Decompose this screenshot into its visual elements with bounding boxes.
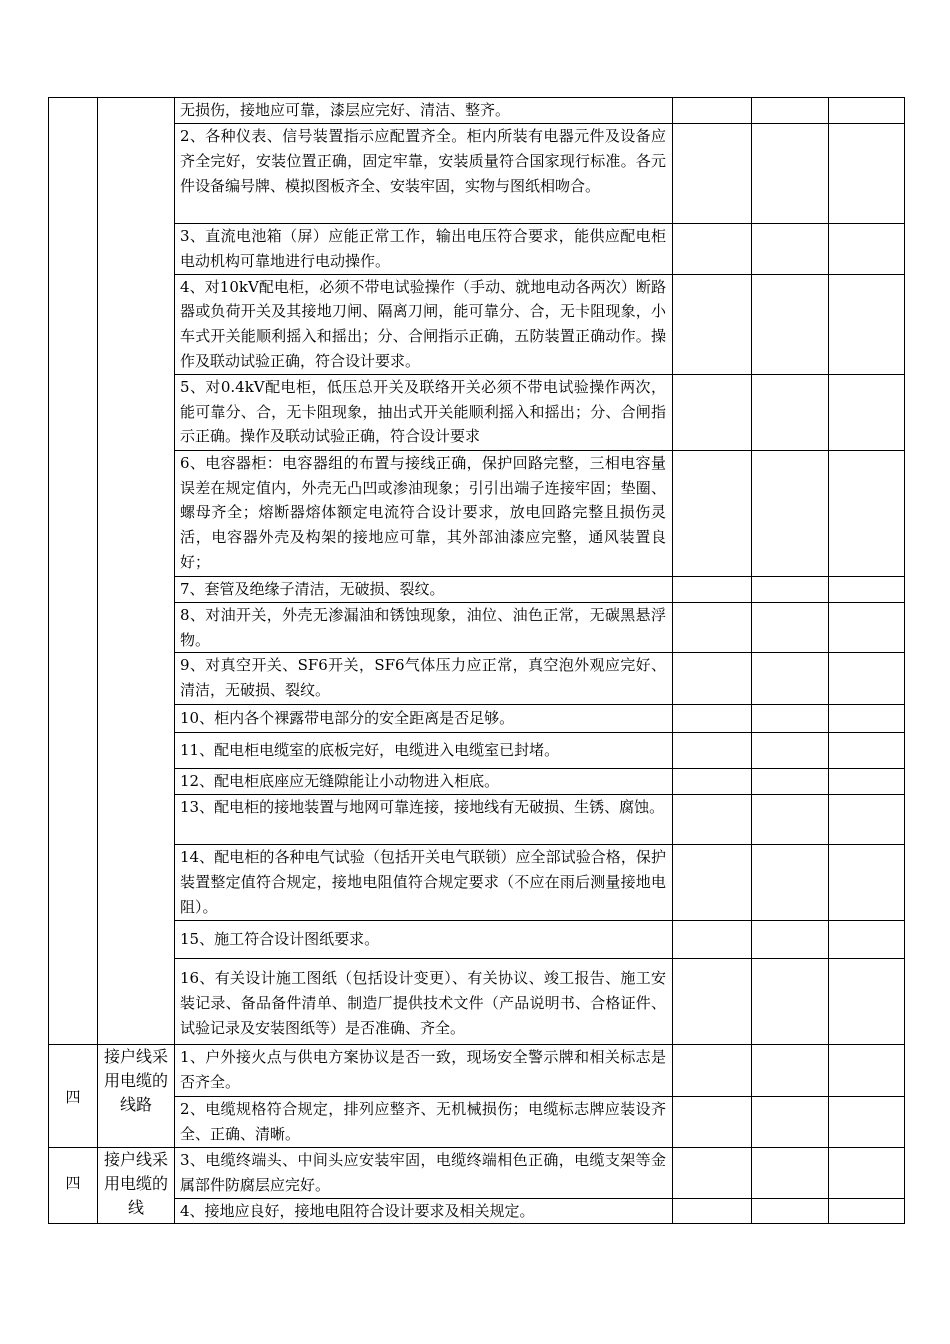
result-cell: [752, 959, 829, 1045]
result-cell: [673, 274, 752, 374]
result-cell: [752, 576, 829, 602]
check-item: 3、直流电池箱（屏）应能正常工作，输出电压符合要求，能供应配电柜电动机构可靠地进行电动操作。: [175, 224, 673, 275]
check-item: 6、电容器柜：电容器组的布置与接线正确，保护回路完整，三相电容量误差在规定值内，外壳无凸凹或渗油现象；引引出端子连接牢固；垫圈、螺母齐全；熔断器熔体额定电流符合设计要求，放电回路完整且损伤灵活，电容器外壳及构架的接地应可靠，其外部油漆应完整，通风装置良好；: [175, 450, 673, 576]
check-item: 10、柜内各个裸露带电部分的安全距离是否足够。: [175, 705, 673, 733]
result-cell: [673, 1198, 752, 1224]
result-cell: [829, 224, 905, 275]
result-cell: [829, 1147, 905, 1198]
result-cell: [752, 450, 829, 576]
result-cell: [829, 959, 905, 1045]
result-cell: [673, 602, 752, 653]
check-item: 2、电缆规格符合规定，排列应整齐、无机械损伤；电缆标志牌应装设齐全、正确、清晰。: [175, 1097, 673, 1148]
check-item: 13、配电柜的接地装置与地网可靠连接，接地线有无破损、生锈、腐蚀。: [175, 795, 673, 845]
item-category: 接户线采用电缆的线路: [98, 1045, 175, 1148]
item-category: [98, 98, 175, 1045]
result-cell: [673, 795, 752, 845]
result-cell: [829, 450, 905, 576]
result-cell: [752, 1045, 829, 1097]
result-cell: [829, 769, 905, 795]
result-cell: [752, 1147, 829, 1198]
result-cell: [752, 1198, 829, 1224]
result-cell: [752, 602, 829, 653]
check-item: 5、对0.4kV配电柜，低压总开关及联络开关必须不带电试验操作两次，能可靠分、合，无卡阻现象，抽出式开关能顺利摇入和摇出；分、合闸指示正确。操作及联动试验正确，符合设计要求: [175, 374, 673, 450]
result-cell: [752, 224, 829, 275]
check-item: 7、套管及绝缘子清洁，无破损、裂纹。: [175, 576, 673, 602]
result-cell: [673, 124, 752, 224]
check-item: 8、对油开关，外壳无渗漏油和锈蚀现象，油位、油色正常，无碳黑悬浮物。: [175, 602, 673, 653]
result-cell: [829, 921, 905, 959]
result-cell: [752, 733, 829, 769]
check-item: 3、电缆终端头、中间头应安装牢固，电缆终端相色正确，电缆支架等金属部件防腐层应完好。: [175, 1147, 673, 1198]
result-cell: [829, 374, 905, 450]
result-cell: [673, 733, 752, 769]
result-cell: [829, 795, 905, 845]
check-item: 4、接地应良好，接地电阻符合设计要求及相关规定。: [175, 1198, 673, 1224]
check-item: 9、对真空开关、SF6开关，SF6气体压力应正常，真空泡外观应完好、清洁，无破损、裂纹。: [175, 653, 673, 705]
check-item: 2、各种仪表、信号装置指示应配置齐全。柜内所装有电器元件及设备应齐全完好，安装位置正确，固定牢靠，安装质量符合国家现行标准。各元件设备编号牌、模拟图板齐全、安装牢固，实物与图纸相吻合。: [175, 124, 673, 224]
result-cell: [673, 1045, 752, 1097]
result-cell: [752, 1097, 829, 1148]
result-cell: [829, 1045, 905, 1097]
result-cell: [752, 769, 829, 795]
result-cell: [752, 795, 829, 845]
result-cell: [673, 705, 752, 733]
inspection-table: [48, 97, 905, 1224]
check-item: 1、户外接火点与供电方案协议是否一致，现场安全警示牌和相关标志是否齐全。: [175, 1045, 673, 1097]
result-cell: [829, 274, 905, 374]
result-cell: [752, 845, 829, 921]
result-cell: [752, 274, 829, 374]
check-item: 无损伤，接地应可靠，漆层应完好、清洁、整齐。: [175, 98, 673, 124]
result-cell: [752, 921, 829, 959]
result-cell: [752, 705, 829, 733]
result-cell: [673, 845, 752, 921]
check-item: 11、配电柜电缆室的底板完好，电缆进入电缆室已封堵。: [175, 733, 673, 769]
result-cell: [829, 733, 905, 769]
result-cell: [829, 1097, 905, 1148]
result-cell: [752, 374, 829, 450]
result-cell: [673, 576, 752, 602]
result-cell: [829, 705, 905, 733]
result-cell: [829, 845, 905, 921]
result-cell: [829, 653, 905, 705]
result-cell: [673, 959, 752, 1045]
result-cell: [673, 224, 752, 275]
result-cell: [673, 1097, 752, 1148]
check-item: 15、施工符合设计图纸要求。: [175, 921, 673, 959]
result-cell: [673, 921, 752, 959]
result-cell: [829, 124, 905, 224]
check-item: 4、对10kV配电柜，必须不带电试验操作（手动、就地电动各两次）断路器或负荷开关及其接地刀闸、隔离刀闸，能可靠分、合，无卡阻现象，小车式开关能顺利摇入和摇出；分、合闸指示正确，五防装置正确动作。操作及联动试验正确，符合设计要求。: [175, 274, 673, 374]
result-cell: [673, 1147, 752, 1198]
result-cell: [752, 98, 829, 124]
item-category: 接户线采用电缆的线: [98, 1147, 175, 1223]
result-cell: [829, 98, 905, 124]
result-cell: [829, 576, 905, 602]
check-item: 12、配电柜底座应无缝隙能让小动物进入柜底。: [175, 769, 673, 795]
result-cell: [829, 1198, 905, 1224]
result-cell: [673, 653, 752, 705]
section-number: 四: [49, 1045, 98, 1148]
section-number: 四: [49, 1147, 98, 1223]
check-item: 16、有关设计施工图纸（包括设计变更）、有关协议、竣工报告、施工安装记录、备品备件清单、制造厂提供技术文件（产品说明书、合格证件、试验记录及安装图纸等）是否准确、齐全。: [175, 959, 673, 1045]
result-cell: [673, 374, 752, 450]
section-number: [49, 98, 98, 1045]
result-cell: [752, 653, 829, 705]
result-cell: [673, 450, 752, 576]
result-cell: [673, 769, 752, 795]
result-cell: [829, 602, 905, 653]
result-cell: [752, 124, 829, 224]
result-cell: [673, 98, 752, 124]
check-item: 14、配电柜的各种电气试验（包括开关电气联锁）应全部试验合格，保护装置整定值符合规定，接地电阻值符合规定要求（不应在雨后测量接地电阻）。: [175, 845, 673, 921]
